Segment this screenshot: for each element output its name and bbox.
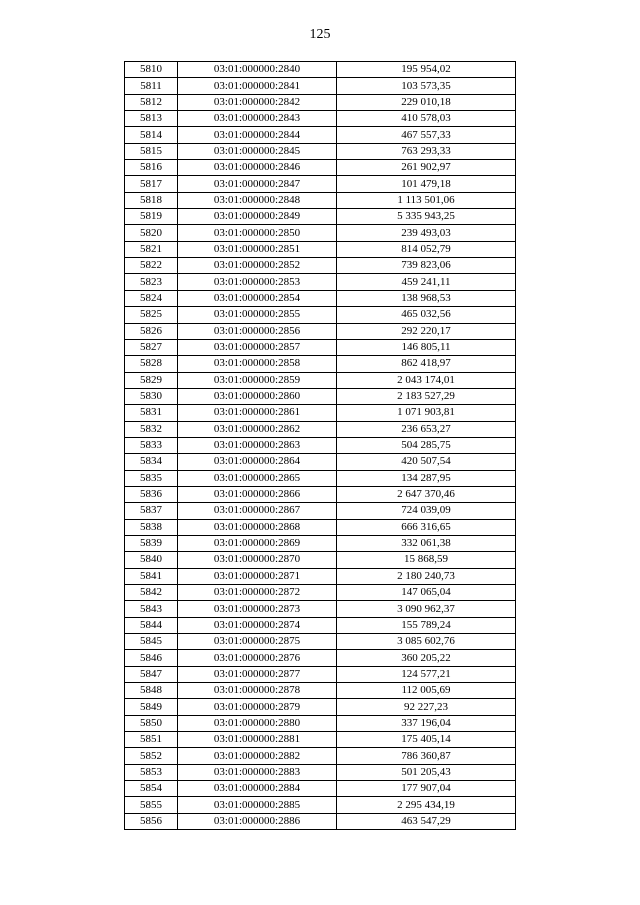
cadastral-value-table bbox=[124, 61, 516, 830]
cadastral-number-cell: 03:01:000000:2850 bbox=[178, 225, 337, 241]
cadastral-value-cell: 467 557,33 bbox=[337, 127, 516, 143]
cadastral-number-cell: 03:01:000000:2885 bbox=[178, 797, 337, 813]
cadastral-number-cell: 03:01:000000:2867 bbox=[178, 503, 337, 519]
table-row bbox=[125, 470, 516, 486]
table-row bbox=[125, 339, 516, 355]
cadastral-value-cell: 236 653,27 bbox=[337, 421, 516, 437]
cadastral-number-cell: 03:01:000000:2870 bbox=[178, 552, 337, 568]
cadastral-value-cell: 465 032,56 bbox=[337, 307, 516, 323]
table-row bbox=[125, 258, 516, 274]
cadastral-value-cell: 420 507,54 bbox=[337, 454, 516, 470]
row-number-cell: 5837 bbox=[125, 503, 178, 519]
row-number-cell: 5843 bbox=[125, 601, 178, 617]
table-row bbox=[125, 421, 516, 437]
row-number-cell: 5813 bbox=[125, 111, 178, 127]
table-row bbox=[125, 683, 516, 699]
row-number-cell: 5828 bbox=[125, 356, 178, 372]
table-row bbox=[125, 535, 516, 551]
table-row bbox=[125, 601, 516, 617]
row-number-cell: 5856 bbox=[125, 813, 178, 829]
cadastral-number-cell: 03:01:000000:2845 bbox=[178, 143, 337, 159]
row-number-cell: 5844 bbox=[125, 617, 178, 633]
table-row bbox=[125, 78, 516, 94]
cadastral-number-cell: 03:01:000000:2868 bbox=[178, 519, 337, 535]
cadastral-number-cell: 03:01:000000:2848 bbox=[178, 192, 337, 208]
cadastral-value-cell: 1 113 501,06 bbox=[337, 192, 516, 208]
cadastral-value-cell: 504 285,75 bbox=[337, 437, 516, 453]
row-number-cell: 5827 bbox=[125, 339, 178, 355]
cadastral-value-cell: 501 205,43 bbox=[337, 764, 516, 780]
cadastral-value-cell: 739 823,06 bbox=[337, 258, 516, 274]
cadastral-value-cell: 2 043 174,01 bbox=[337, 372, 516, 388]
row-number-cell: 5850 bbox=[125, 715, 178, 731]
cadastral-value-cell: 229 010,18 bbox=[337, 94, 516, 110]
cadastral-number-cell: 03:01:000000:2847 bbox=[178, 176, 337, 192]
table-row bbox=[125, 617, 516, 633]
cadastral-value-cell: 138 968,53 bbox=[337, 290, 516, 306]
table-body bbox=[125, 62, 516, 830]
cadastral-number-cell: 03:01:000000:2855 bbox=[178, 307, 337, 323]
row-number-cell: 5821 bbox=[125, 241, 178, 257]
cadastral-value-cell: 175 405,14 bbox=[337, 732, 516, 748]
cadastral-value-cell: 101 479,18 bbox=[337, 176, 516, 192]
cadastral-value-cell: 2 295 434,19 bbox=[337, 797, 516, 813]
cadastral-value-cell: 112 005,69 bbox=[337, 683, 516, 699]
cadastral-number-cell: 03:01:000000:2882 bbox=[178, 748, 337, 764]
cadastral-number-cell: 03:01:000000:2878 bbox=[178, 683, 337, 699]
cadastral-number-cell: 03:01:000000:2883 bbox=[178, 764, 337, 780]
cadastral-value-cell: 92 227,23 bbox=[337, 699, 516, 715]
row-number-cell: 5846 bbox=[125, 650, 178, 666]
row-number-cell: 5822 bbox=[125, 258, 178, 274]
row-number-cell: 5841 bbox=[125, 568, 178, 584]
cadastral-value-cell: 195 954,02 bbox=[337, 62, 516, 78]
row-number-cell: 5835 bbox=[125, 470, 178, 486]
cadastral-number-cell: 03:01:000000:2865 bbox=[178, 470, 337, 486]
table-row bbox=[125, 209, 516, 225]
cadastral-number-cell: 03:01:000000:2876 bbox=[178, 650, 337, 666]
table-row bbox=[125, 748, 516, 764]
cadastral-number-cell: 03:01:000000:2849 bbox=[178, 209, 337, 225]
table-row bbox=[125, 797, 516, 813]
row-number-cell: 5818 bbox=[125, 192, 178, 208]
table-row bbox=[125, 437, 516, 453]
cadastral-number-cell: 03:01:000000:2871 bbox=[178, 568, 337, 584]
cadastral-number-cell: 03:01:000000:2869 bbox=[178, 535, 337, 551]
table-row bbox=[125, 552, 516, 568]
cadastral-number-cell: 03:01:000000:2873 bbox=[178, 601, 337, 617]
row-number-cell: 5842 bbox=[125, 585, 178, 601]
cadastral-value-cell: 15 868,59 bbox=[337, 552, 516, 568]
table-row bbox=[125, 699, 516, 715]
row-number-cell: 5816 bbox=[125, 160, 178, 176]
cadastral-value-cell: 1 071 903,81 bbox=[337, 405, 516, 421]
cadastral-value-cell: 177 907,04 bbox=[337, 781, 516, 797]
cadastral-number-cell: 03:01:000000:2842 bbox=[178, 94, 337, 110]
row-number-cell: 5853 bbox=[125, 764, 178, 780]
row-number-cell: 5830 bbox=[125, 388, 178, 404]
cadastral-value-cell: 2 183 527,29 bbox=[337, 388, 516, 404]
cadastral-number-cell: 03:01:000000:2843 bbox=[178, 111, 337, 127]
row-number-cell: 5839 bbox=[125, 535, 178, 551]
cadastral-value-cell: 3 085 602,76 bbox=[337, 634, 516, 650]
cadastral-value-cell: 292 220,17 bbox=[337, 323, 516, 339]
cadastral-value-cell: 155 789,24 bbox=[337, 617, 516, 633]
table-row bbox=[125, 323, 516, 339]
row-number-cell: 5829 bbox=[125, 372, 178, 388]
table-row bbox=[125, 62, 516, 78]
table-row bbox=[125, 290, 516, 306]
cadastral-number-cell: 03:01:000000:2872 bbox=[178, 585, 337, 601]
table-row bbox=[125, 568, 516, 584]
table-row bbox=[125, 781, 516, 797]
cadastral-value-cell: 862 418,97 bbox=[337, 356, 516, 372]
cadastral-number-cell: 03:01:000000:2844 bbox=[178, 127, 337, 143]
cadastral-number-cell: 03:01:000000:2859 bbox=[178, 372, 337, 388]
table-row bbox=[125, 813, 516, 829]
row-number-cell: 5832 bbox=[125, 421, 178, 437]
cadastral-number-cell: 03:01:000000:2879 bbox=[178, 699, 337, 715]
row-number-cell: 5825 bbox=[125, 307, 178, 323]
row-number-cell: 5823 bbox=[125, 274, 178, 290]
row-number-cell: 5824 bbox=[125, 290, 178, 306]
cadastral-value-cell: 332 061,38 bbox=[337, 535, 516, 551]
cadastral-value-cell: 337 196,04 bbox=[337, 715, 516, 731]
table-row bbox=[125, 585, 516, 601]
cadastral-number-cell: 03:01:000000:2861 bbox=[178, 405, 337, 421]
table-row bbox=[125, 634, 516, 650]
cadastral-number-cell: 03:01:000000:2846 bbox=[178, 160, 337, 176]
table-row bbox=[125, 405, 516, 421]
cadastral-value-cell: 2 180 240,73 bbox=[337, 568, 516, 584]
table-row bbox=[125, 650, 516, 666]
row-number-cell: 5834 bbox=[125, 454, 178, 470]
row-number-cell: 5851 bbox=[125, 732, 178, 748]
row-number-cell: 5845 bbox=[125, 634, 178, 650]
cadastral-number-cell: 03:01:000000:2874 bbox=[178, 617, 337, 633]
cadastral-number-cell: 03:01:000000:2860 bbox=[178, 388, 337, 404]
cadastral-value-cell: 2 647 370,46 bbox=[337, 486, 516, 502]
table-row bbox=[125, 764, 516, 780]
cadastral-number-cell: 03:01:000000:2853 bbox=[178, 274, 337, 290]
row-number-cell: 5836 bbox=[125, 486, 178, 502]
cadastral-number-cell: 03:01:000000:2841 bbox=[178, 78, 337, 94]
cadastral-number-cell: 03:01:000000:2864 bbox=[178, 454, 337, 470]
table-row bbox=[125, 715, 516, 731]
table-row bbox=[125, 225, 516, 241]
cadastral-number-cell: 03:01:000000:2875 bbox=[178, 634, 337, 650]
cadastral-number-cell: 03:01:000000:2862 bbox=[178, 421, 337, 437]
table-row bbox=[125, 192, 516, 208]
row-number-cell: 5854 bbox=[125, 781, 178, 797]
row-number-cell: 5855 bbox=[125, 797, 178, 813]
row-number-cell: 5815 bbox=[125, 143, 178, 159]
cadastral-number-cell: 03:01:000000:2858 bbox=[178, 356, 337, 372]
table-row bbox=[125, 356, 516, 372]
page-number: 125 bbox=[309, 27, 331, 42]
row-number-cell: 5814 bbox=[125, 127, 178, 143]
cadastral-value-cell: 724 039,09 bbox=[337, 503, 516, 519]
cadastral-number-cell: 03:01:000000:2852 bbox=[178, 258, 337, 274]
row-number-cell: 5820 bbox=[125, 225, 178, 241]
row-number-cell: 5847 bbox=[125, 666, 178, 682]
cadastral-number-cell: 03:01:000000:2840 bbox=[178, 62, 337, 78]
row-number-cell: 5833 bbox=[125, 437, 178, 453]
row-number-cell: 5852 bbox=[125, 748, 178, 764]
table-row bbox=[125, 274, 516, 290]
table-row bbox=[125, 454, 516, 470]
table-row bbox=[125, 94, 516, 110]
table-row bbox=[125, 372, 516, 388]
cadastral-value-cell: 261 902,97 bbox=[337, 160, 516, 176]
table-row bbox=[125, 307, 516, 323]
cadastral-value-cell: 146 805,11 bbox=[337, 339, 516, 355]
cadastral-number-cell: 03:01:000000:2866 bbox=[178, 486, 337, 502]
row-number-cell: 5812 bbox=[125, 94, 178, 110]
table-row bbox=[125, 486, 516, 502]
row-number-cell: 5831 bbox=[125, 405, 178, 421]
cadastral-number-cell: 03:01:000000:2851 bbox=[178, 241, 337, 257]
cadastral-value-cell: 5 335 943,25 bbox=[337, 209, 516, 225]
table-row bbox=[125, 519, 516, 535]
cadastral-number-cell: 03:01:000000:2886 bbox=[178, 813, 337, 829]
row-number-cell: 5826 bbox=[125, 323, 178, 339]
cadastral-value-cell: 124 577,21 bbox=[337, 666, 516, 682]
cadastral-number-cell: 03:01:000000:2881 bbox=[178, 732, 337, 748]
row-number-cell: 5819 bbox=[125, 209, 178, 225]
table-row bbox=[125, 388, 516, 404]
cadastral-value-cell: 463 547,29 bbox=[337, 813, 516, 829]
table-row bbox=[125, 241, 516, 257]
row-number-cell: 5810 bbox=[125, 62, 178, 78]
cadastral-number-cell: 03:01:000000:2856 bbox=[178, 323, 337, 339]
table-row bbox=[125, 176, 516, 192]
cadastral-number-cell: 03:01:000000:2863 bbox=[178, 437, 337, 453]
row-number-cell: 5817 bbox=[125, 176, 178, 192]
table-row bbox=[125, 666, 516, 682]
cadastral-value-cell: 239 493,03 bbox=[337, 225, 516, 241]
table-row bbox=[125, 732, 516, 748]
row-number-cell: 5811 bbox=[125, 78, 178, 94]
cadastral-number-cell: 03:01:000000:2877 bbox=[178, 666, 337, 682]
row-number-cell: 5838 bbox=[125, 519, 178, 535]
cadastral-number-cell: 03:01:000000:2857 bbox=[178, 339, 337, 355]
table-row bbox=[125, 503, 516, 519]
row-number-cell: 5840 bbox=[125, 552, 178, 568]
cadastral-value-cell: 814 052,79 bbox=[337, 241, 516, 257]
row-number-cell: 5848 bbox=[125, 683, 178, 699]
cadastral-value-cell: 147 065,04 bbox=[337, 585, 516, 601]
table-row bbox=[125, 143, 516, 159]
cadastral-number-cell: 03:01:000000:2884 bbox=[178, 781, 337, 797]
table-row bbox=[125, 160, 516, 176]
cadastral-value-cell: 459 241,11 bbox=[337, 274, 516, 290]
table-row bbox=[125, 111, 516, 127]
cadastral-value-cell: 360 205,22 bbox=[337, 650, 516, 666]
cadastral-number-cell: 03:01:000000:2880 bbox=[178, 715, 337, 731]
cadastral-value-cell: 666 316,65 bbox=[337, 519, 516, 535]
cadastral-value-cell: 763 293,33 bbox=[337, 143, 516, 159]
cadastral-value-cell: 3 090 962,37 bbox=[337, 601, 516, 617]
cadastral-value-cell: 134 287,95 bbox=[337, 470, 516, 486]
table-row bbox=[125, 127, 516, 143]
cadastral-value-cell: 786 360,87 bbox=[337, 748, 516, 764]
cadastral-value-cell: 410 578,03 bbox=[337, 111, 516, 127]
cadastral-number-cell: 03:01:000000:2854 bbox=[178, 290, 337, 306]
cadastral-value-cell: 103 573,35 bbox=[337, 78, 516, 94]
row-number-cell: 5849 bbox=[125, 699, 178, 715]
